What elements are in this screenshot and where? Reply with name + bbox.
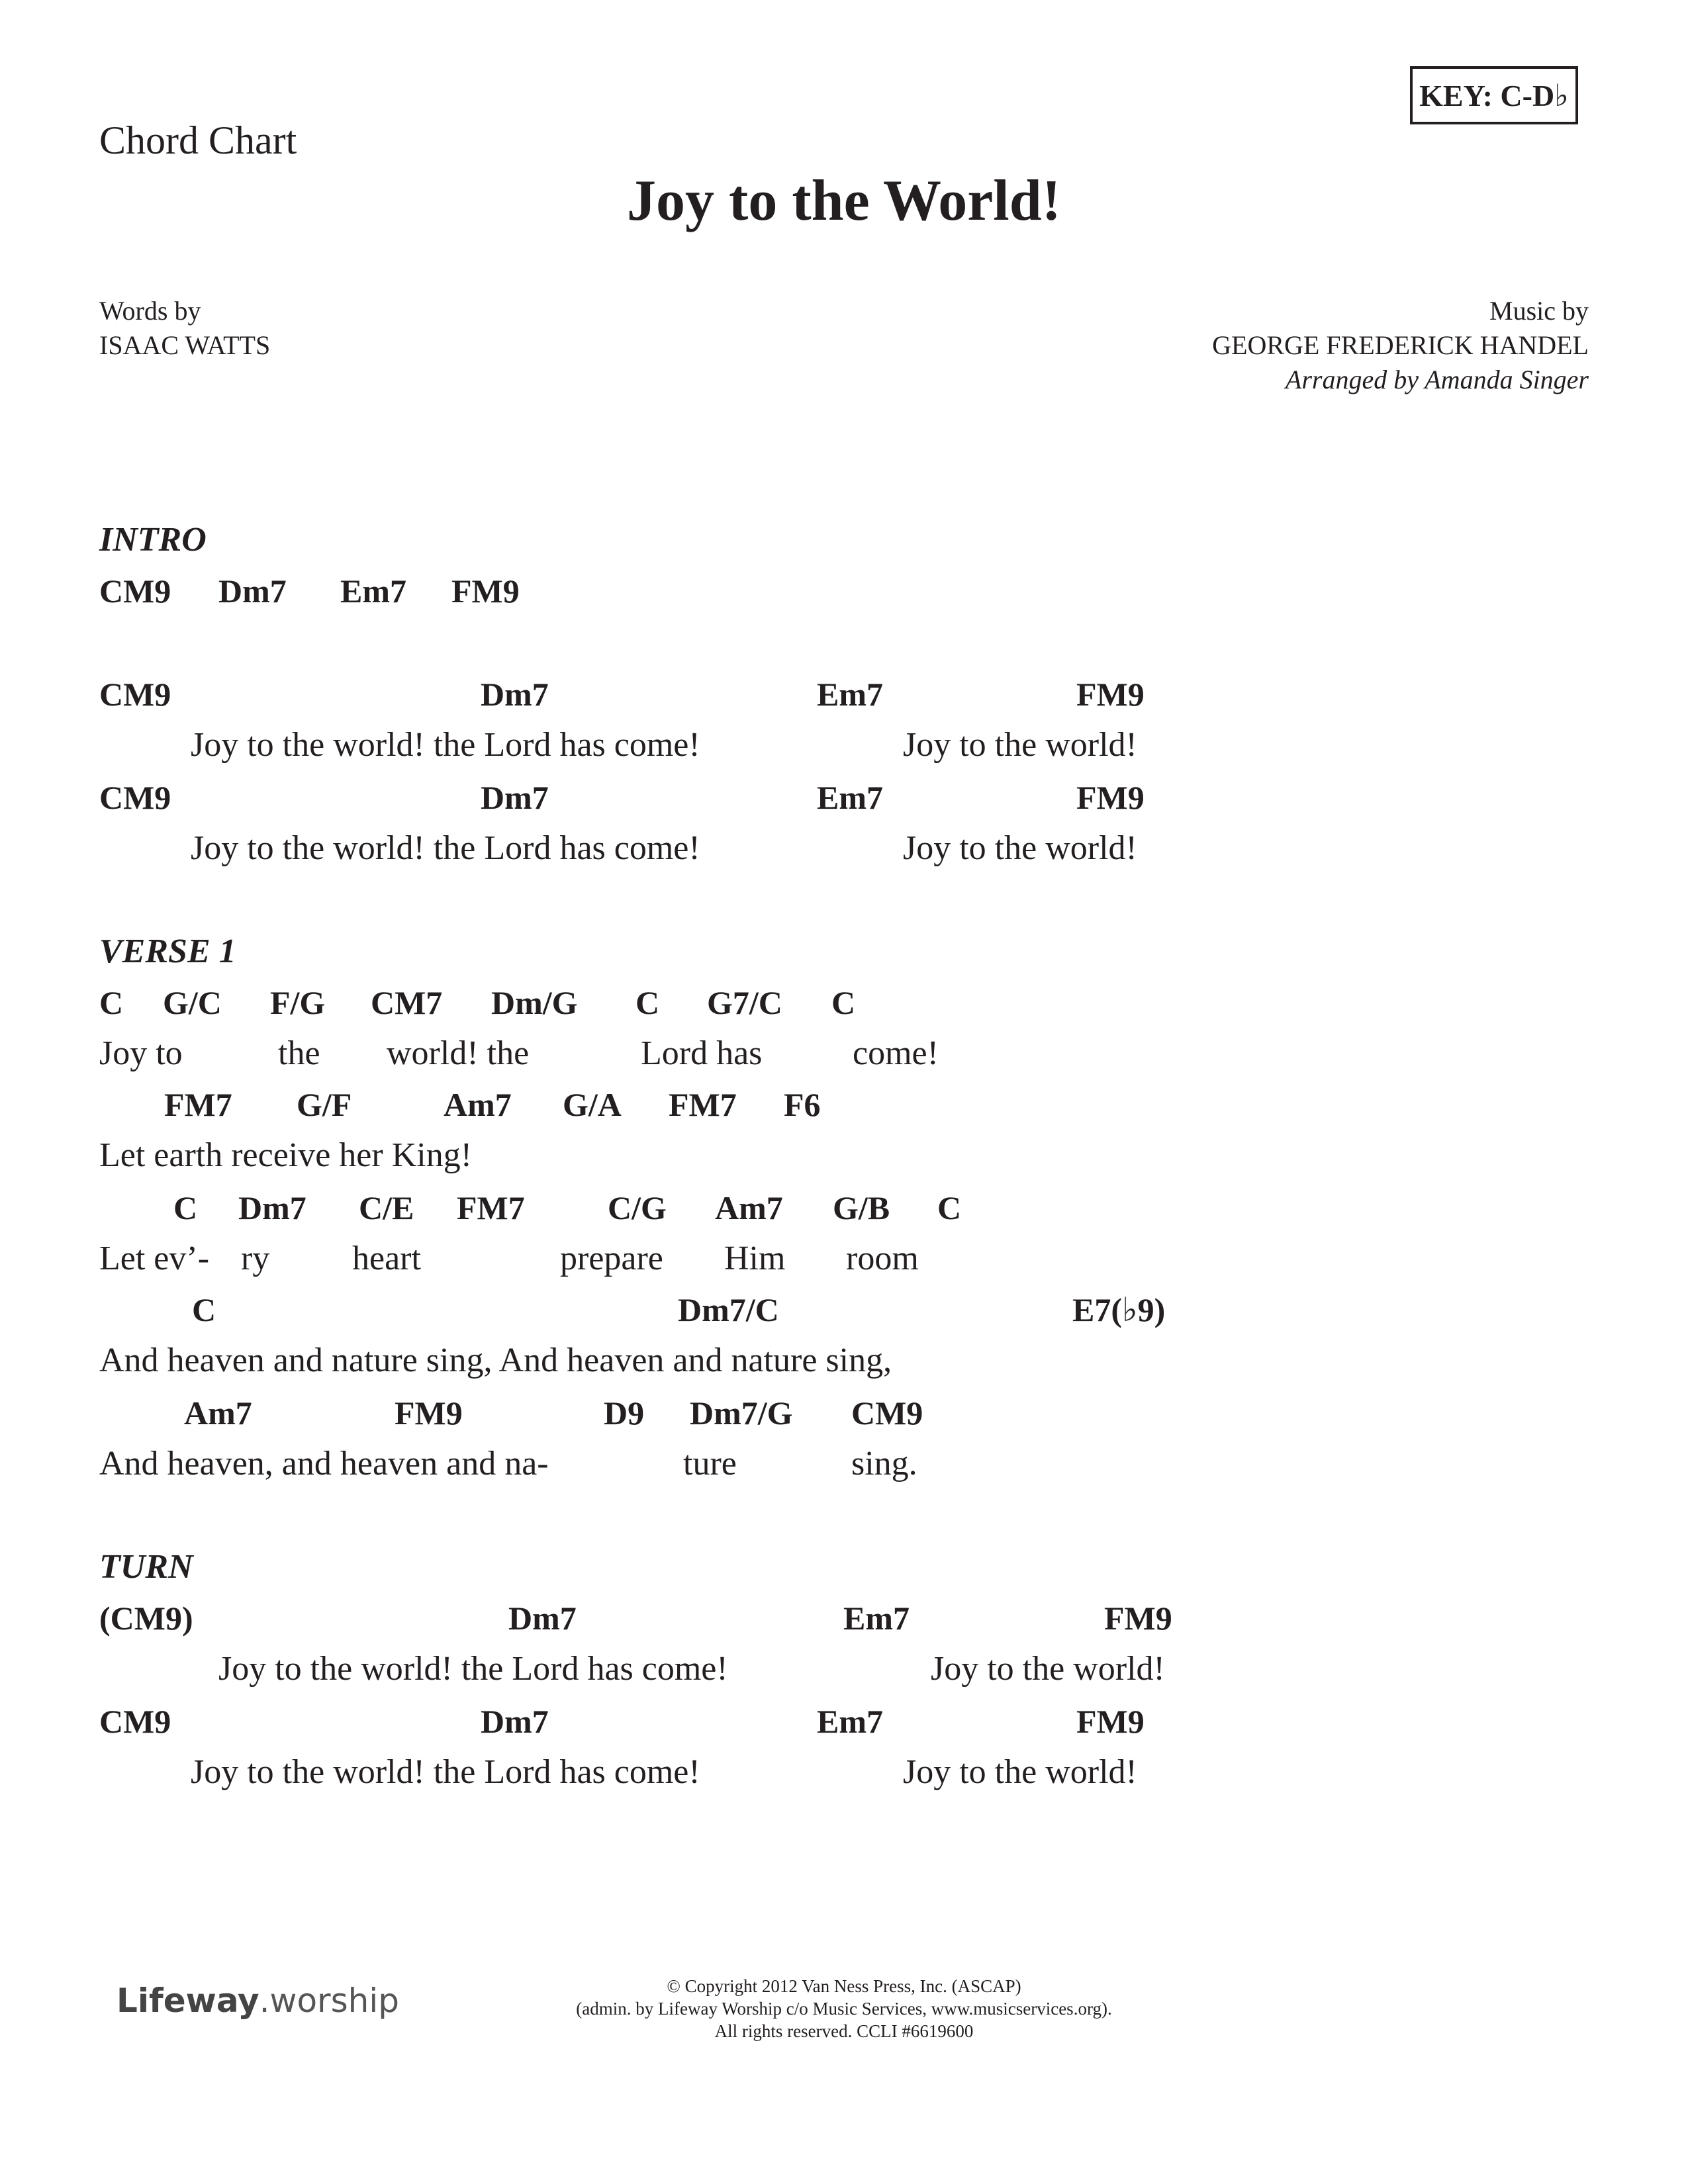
chord: E7(♭9) — [1072, 1291, 1166, 1328]
chord: Dm7/G — [690, 1394, 793, 1432]
chord: D9 — [604, 1394, 645, 1432]
lyric-line: Joy to the world! — [903, 726, 1137, 764]
chord: G/F — [297, 1086, 352, 1123]
logo-brand: Lifeway — [117, 1981, 259, 2020]
chart-type-label: Chord Chart — [99, 118, 297, 162]
chord: CM9 — [99, 676, 171, 713]
section-title-turn: TURN — [99, 1548, 193, 1586]
chord: C — [937, 1189, 962, 1226]
copyright-line: All rights reserved. CCLI #6619600 — [714, 2021, 974, 2041]
chord: FM9 — [1076, 1703, 1145, 1740]
chord: Em7 — [817, 1703, 883, 1740]
chord: FM9 — [1076, 779, 1145, 816]
chord: Em7 — [843, 1600, 910, 1637]
chord: Am7 — [715, 1189, 783, 1226]
music-author: GEORGE FREDERICK HANDEL — [1212, 330, 1589, 360]
lyric-line: Joy to the world! the Lord has come! — [218, 1650, 728, 1688]
chord: Em7 — [817, 676, 883, 713]
lyric-syllable: ry — [241, 1240, 270, 1277]
lyric-syllable: the — [278, 1034, 320, 1072]
lyric-line: Joy to the world! the Lord has come! — [191, 726, 700, 764]
chord: F6 — [784, 1086, 821, 1123]
arranger-credit: Arranged by Amanda Singer — [1285, 365, 1589, 394]
chord: FM7 — [669, 1086, 737, 1123]
chord: C — [831, 984, 856, 1021]
chord: CM9 — [99, 779, 171, 816]
lyric-syllable: sing. — [851, 1445, 917, 1482]
lyric-syllable: Joy to — [99, 1034, 183, 1072]
chord: FM7 — [457, 1189, 525, 1226]
chord: CM7 — [371, 984, 443, 1021]
chord: Dm7/C — [678, 1291, 779, 1328]
chord: C/E — [359, 1189, 414, 1226]
lyric-syllable: And heaven, and heaven and na- — [99, 1445, 549, 1482]
section-title-verse-1: VERSE 1 — [99, 933, 236, 970]
chord: Dm7 — [481, 676, 549, 713]
chord: Am7 — [184, 1394, 252, 1432]
chord: CM9 — [99, 1703, 171, 1740]
chord: (CM9) — [99, 1600, 193, 1637]
logo-suffix: .worship — [259, 1981, 399, 2020]
chord: Dm7 — [218, 572, 287, 610]
lyric-line: Joy to the world! — [903, 1753, 1137, 1791]
lyric-syllable: Lord has — [641, 1034, 763, 1072]
lyric-line: Let earth receive her King! — [99, 1136, 473, 1174]
words-label: Words by — [99, 296, 201, 326]
words-author: ISAAC WATTS — [99, 330, 271, 360]
chord: F/G — [270, 984, 326, 1021]
song-title: Joy to the World! — [627, 169, 1061, 233]
lyric-syllable: ture — [683, 1445, 737, 1482]
chord: Dm7 — [481, 779, 549, 816]
lyric-line: And heaven and nature sing, And heaven and nature sing, — [99, 1342, 892, 1379]
lyric-syllable: room — [846, 1240, 919, 1277]
chord: C — [192, 1291, 216, 1328]
chord: FM9 — [395, 1394, 463, 1432]
chord: G/A — [563, 1086, 622, 1123]
chord: C — [173, 1189, 198, 1226]
copyright-line: (admin. by Lifeway Worship c/o Music Services, www.musicservices.org). — [576, 1999, 1112, 2019]
lyric-syllable: heart — [352, 1240, 421, 1277]
chord: FM7 — [164, 1086, 232, 1123]
lyric-syllable: Him — [724, 1240, 786, 1277]
chord: Dm7 — [508, 1600, 577, 1637]
lyric-syllable: come! — [853, 1034, 939, 1072]
chord: G7/C — [707, 984, 782, 1021]
chord: Dm7 — [238, 1189, 306, 1226]
chord: Em7 — [817, 779, 883, 816]
lyric-syllable: world! the — [387, 1034, 530, 1072]
music-label: Music by — [1489, 296, 1589, 326]
chord: Dm7 — [481, 1703, 549, 1740]
key-label: KEY: C-D♭ — [1410, 66, 1578, 124]
chord: Dm/G — [491, 984, 578, 1021]
lyric-line: Joy to the world! the Lord has come! — [191, 829, 700, 867]
chord: Am7 — [444, 1086, 512, 1123]
chord: FM9 — [451, 572, 520, 610]
lyric-syllable: Let ev’- — [99, 1240, 210, 1277]
lyric-syllable: prepare — [560, 1240, 663, 1277]
chord: Em7 — [340, 572, 406, 610]
chord: FM9 — [1104, 1600, 1172, 1637]
chord: G/C — [163, 984, 222, 1021]
chord: C/G — [608, 1189, 667, 1226]
copyright-line: © Copyright 2012 Van Ness Press, Inc. (ASCAP) — [667, 1976, 1021, 1996]
chord: C — [99, 984, 124, 1021]
section-title-intro: INTRO — [99, 521, 207, 559]
chord: C — [635, 984, 660, 1021]
chord: FM9 — [1076, 676, 1145, 713]
chord: CM9 — [851, 1394, 923, 1432]
lyric-line: Joy to the world! — [931, 1650, 1165, 1688]
chord: CM9 — [99, 572, 171, 610]
lyric-line: Joy to the world! — [903, 829, 1137, 867]
chord: G/B — [833, 1189, 890, 1226]
lyric-line: Joy to the world! the Lord has come! — [191, 1753, 700, 1791]
